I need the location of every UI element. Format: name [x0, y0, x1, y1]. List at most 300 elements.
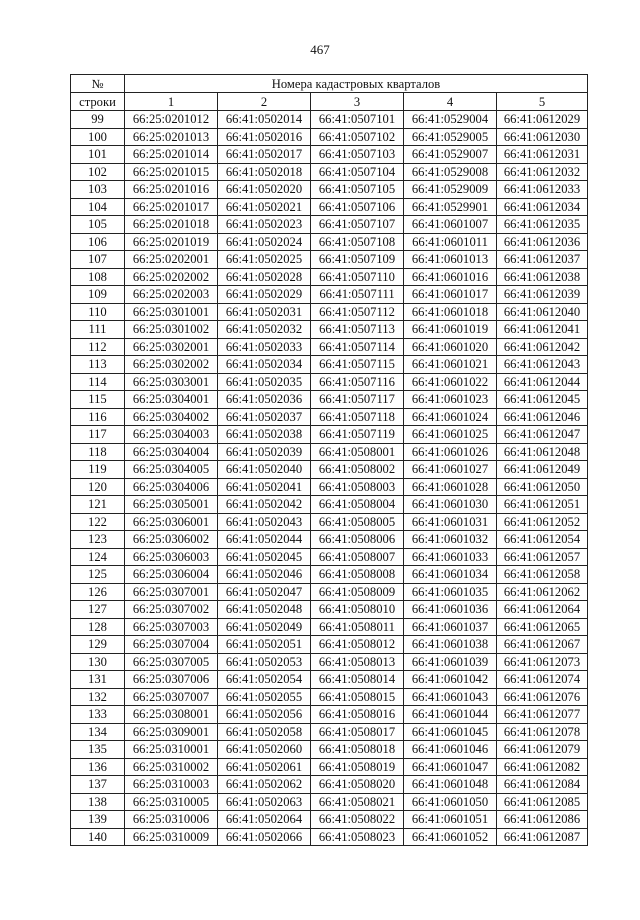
cadastral-number-cell: 66:25:0304003 [125, 426, 218, 444]
cadastral-number-cell: 66:25:0201012 [125, 111, 218, 129]
table-row [71, 478, 588, 496]
cadastral-number-cell: 66:41:0502049 [218, 618, 311, 636]
cadastral-number-cell: 66:25:0302001 [125, 338, 218, 356]
table-header [71, 75, 588, 111]
cadastral-number-cell: 66:41:0507106 [311, 198, 404, 216]
cadastral-number-cell: 66:41:0502024 [218, 233, 311, 251]
table-row [71, 286, 588, 304]
table-row [71, 461, 588, 479]
cadastral-number-cell: 66:25:0310006 [125, 811, 218, 829]
cadastral-number-cell: 66:41:0601020 [404, 338, 497, 356]
column-header-5: 5 [497, 93, 588, 111]
cadastral-number-cell: 66:41:0529005 [404, 128, 497, 146]
row-number-cell: 112 [71, 338, 125, 356]
cadastral-number-cell: 66:25:0201014 [125, 146, 218, 164]
cadastral-number-cell: 66:41:0612029 [497, 111, 588, 129]
column-header-2: 2 [218, 93, 311, 111]
cadastral-number-cell: 66:41:0508012 [311, 636, 404, 654]
table-body [71, 111, 588, 846]
cadastral-number-cell: 66:41:0601017 [404, 286, 497, 304]
cadastral-number-cell: 66:41:0507101 [311, 111, 404, 129]
cadastral-number-cell: 66:41:0502014 [218, 111, 311, 129]
cadastral-number-cell: 66:25:0306004 [125, 566, 218, 584]
row-number-cell: 138 [71, 793, 125, 811]
cadastral-number-cell: 66:41:0601025 [404, 426, 497, 444]
cadastral-number-cell: 66:25:0201013 [125, 128, 218, 146]
cadastral-number-cell: 66:41:0612044 [497, 373, 588, 391]
table-row [71, 811, 588, 829]
cadastral-number-cell: 66:41:0601037 [404, 618, 497, 636]
row-number-cell: 140 [71, 828, 125, 846]
cadastral-number-cell: 66:41:0502032 [218, 321, 311, 339]
cadastral-number-cell: 66:41:0601048 [404, 776, 497, 794]
cadastral-number-cell: 66:41:0612049 [497, 461, 588, 479]
row-number-cell: 110 [71, 303, 125, 321]
cadastral-number-cell: 66:41:0507105 [311, 181, 404, 199]
cadastral-number-cell: 66:41:0612067 [497, 636, 588, 654]
cadastral-number-cell: 66:41:0612030 [497, 128, 588, 146]
cadastral-number-cell: 66:41:0508017 [311, 723, 404, 741]
column-header-4: 4 [404, 93, 497, 111]
cadastral-number-cell: 66:41:0612084 [497, 776, 588, 794]
cadastral-number-cell: 66:41:0612085 [497, 793, 588, 811]
cadastral-number-cell: 66:25:0201017 [125, 198, 218, 216]
cadastral-number-cell: 66:41:0507114 [311, 338, 404, 356]
cadastral-number-cell: 66:25:0307007 [125, 688, 218, 706]
cadastral-number-cell: 66:41:0508014 [311, 671, 404, 689]
cadastral-number-cell: 66:41:0612043 [497, 356, 588, 374]
table-row [71, 496, 588, 514]
cadastral-number-cell: 66:25:0307002 [125, 601, 218, 619]
cadastral-number-cell: 66:41:0507109 [311, 251, 404, 269]
cadastral-number-cell: 66:41:0507115 [311, 356, 404, 374]
row-number-cell: 109 [71, 286, 125, 304]
cadastral-number-cell: 66:25:0302002 [125, 356, 218, 374]
cadastral-number-cell: 66:41:0612047 [497, 426, 588, 444]
table-row [71, 128, 588, 146]
cadastral-number-cell: 66:41:0612082 [497, 758, 588, 776]
row-number-cell: 133 [71, 706, 125, 724]
cadastral-number-cell: 66:25:0201019 [125, 233, 218, 251]
row-number-cell: 125 [71, 566, 125, 584]
cadastral-number-cell: 66:41:0502062 [218, 776, 311, 794]
table-row [71, 653, 588, 671]
cadastral-number-cell: 66:41:0612038 [497, 268, 588, 286]
row-number-cell: 102 [71, 163, 125, 181]
cadastral-number-cell: 66:25:0310009 [125, 828, 218, 846]
table-row [71, 531, 588, 549]
row-number-cell: 131 [71, 671, 125, 689]
cadastral-number-cell: 66:25:0201015 [125, 163, 218, 181]
cadastral-number-cell: 66:25:0309001 [125, 723, 218, 741]
row-number-cell: 103 [71, 181, 125, 199]
cadastral-number-cell: 66:41:0502053 [218, 653, 311, 671]
table-row [71, 513, 588, 531]
cadastral-number-cell: 66:25:0201016 [125, 181, 218, 199]
cadastral-number-cell: 66:41:0508011 [311, 618, 404, 636]
cadastral-number-cell: 66:41:0508003 [311, 478, 404, 496]
cadastral-number-cell: 66:41:0529007 [404, 146, 497, 164]
cadastral-number-cell: 66:25:0202002 [125, 268, 218, 286]
row-number-cell: 116 [71, 408, 125, 426]
cadastral-number-cell: 66:41:0601043 [404, 688, 497, 706]
cadastral-number-cell: 66:41:0601042 [404, 671, 497, 689]
table-row [71, 181, 588, 199]
row-number-cell: 130 [71, 653, 125, 671]
cadastral-number-cell: 66:41:0601047 [404, 758, 497, 776]
cadastral-number-cell: 66:25:0306001 [125, 513, 218, 531]
row-number-cell: 129 [71, 636, 125, 654]
header-number-sign: № [71, 75, 125, 93]
cadastral-number-cell: 66:41:0507108 [311, 233, 404, 251]
cadastral-number-cell: 66:41:0502038 [218, 426, 311, 444]
cadastral-number-cell: 66:41:0502066 [218, 828, 311, 846]
cadastral-number-cell: 66:41:0508020 [311, 776, 404, 794]
cadastral-number-cell: 66:41:0502039 [218, 443, 311, 461]
cadastral-number-cell: 66:25:0310005 [125, 793, 218, 811]
row-number-cell: 134 [71, 723, 125, 741]
cadastral-number-cell: 66:41:0529009 [404, 181, 497, 199]
cadastral-number-cell: 66:41:0502020 [218, 181, 311, 199]
header-row-label: строки [71, 93, 125, 111]
row-number-cell: 105 [71, 216, 125, 234]
cadastral-number-cell: 66:25:0310001 [125, 741, 218, 759]
cadastral-number-cell: 66:41:0507112 [311, 303, 404, 321]
cadastral-number-cell: 66:41:0508001 [311, 443, 404, 461]
cadastral-number-cell: 66:25:0202001 [125, 251, 218, 269]
cadastral-number-cell: 66:25:0307005 [125, 653, 218, 671]
cadastral-number-cell: 66:41:0601051 [404, 811, 497, 829]
cadastral-number-cell: 66:41:0502054 [218, 671, 311, 689]
cadastral-number-cell: 66:25:0308001 [125, 706, 218, 724]
table-row [71, 251, 588, 269]
cadastral-number-cell: 66:41:0601046 [404, 741, 497, 759]
table-row [71, 706, 588, 724]
cadastral-number-cell: 66:41:0601044 [404, 706, 497, 724]
cadastral-number-cell: 66:41:0612051 [497, 496, 588, 514]
cadastral-number-cell: 66:41:0601028 [404, 478, 497, 496]
cadastral-number-cell: 66:25:0305001 [125, 496, 218, 514]
cadastral-number-cell: 66:41:0612032 [497, 163, 588, 181]
header-group-title: Номера кадастровых кварталов [125, 75, 588, 93]
cadastral-number-cell: 66:41:0612079 [497, 741, 588, 759]
table-row [71, 618, 588, 636]
row-number-cell: 135 [71, 741, 125, 759]
row-number-cell: 120 [71, 478, 125, 496]
cadastral-number-cell: 66:41:0529004 [404, 111, 497, 129]
cadastral-number-cell: 66:41:0502029 [218, 286, 311, 304]
table-row [71, 321, 588, 339]
row-number-cell: 122 [71, 513, 125, 531]
row-number-cell: 132 [71, 688, 125, 706]
row-number-cell: 107 [71, 251, 125, 269]
cadastral-number-cell: 66:41:0502060 [218, 741, 311, 759]
cadastral-number-cell: 66:41:0502017 [218, 146, 311, 164]
cadastral-number-cell: 66:41:0507104 [311, 163, 404, 181]
cadastral-number-cell: 66:41:0502063 [218, 793, 311, 811]
row-number-cell: 136 [71, 758, 125, 776]
cadastral-number-cell: 66:25:0301002 [125, 321, 218, 339]
cadastral-number-cell: 66:41:0612077 [497, 706, 588, 724]
cadastral-number-cell: 66:41:0612057 [497, 548, 588, 566]
cadastral-number-cell: 66:41:0507103 [311, 146, 404, 164]
cadastral-number-cell: 66:41:0529901 [404, 198, 497, 216]
row-number-cell: 113 [71, 356, 125, 374]
row-number-cell: 100 [71, 128, 125, 146]
cadastral-number-cell: 66:41:0502042 [218, 496, 311, 514]
cadastral-number-cell: 66:41:0612037 [497, 251, 588, 269]
cadastral-number-cell: 66:41:0612036 [497, 233, 588, 251]
table-row [71, 356, 588, 374]
table-row [71, 636, 588, 654]
cadastral-number-cell: 66:41:0508016 [311, 706, 404, 724]
cadastral-number-cell: 66:41:0508008 [311, 566, 404, 584]
cadastral-number-cell: 66:41:0508015 [311, 688, 404, 706]
cadastral-number-cell: 66:41:0612078 [497, 723, 588, 741]
cadastral-number-cell: 66:41:0502037 [218, 408, 311, 426]
cadastral-number-cell: 66:41:0502034 [218, 356, 311, 374]
row-number-cell: 111 [71, 321, 125, 339]
cadastral-number-cell: 66:41:0612054 [497, 531, 588, 549]
cadastral-number-cell: 66:41:0502043 [218, 513, 311, 531]
cadastral-number-cell: 66:41:0601030 [404, 496, 497, 514]
table-row [71, 776, 588, 794]
cadastral-number-cell: 66:25:0202003 [125, 286, 218, 304]
table-row [71, 828, 588, 846]
cadastral-number-cell: 66:41:0601016 [404, 268, 497, 286]
cadastral-number-cell: 66:41:0601032 [404, 531, 497, 549]
cadastral-number-cell: 66:41:0502036 [218, 391, 311, 409]
cadastral-number-cell: 66:41:0502048 [218, 601, 311, 619]
cadastral-number-cell: 66:41:0601026 [404, 443, 497, 461]
cadastral-number-cell: 66:25:0310003 [125, 776, 218, 794]
table-row [71, 163, 588, 181]
table-row [71, 723, 588, 741]
cadastral-number-cell: 66:41:0508018 [311, 741, 404, 759]
cadastral-number-cell: 66:41:0612033 [497, 181, 588, 199]
cadastral-number-cell: 66:41:0612040 [497, 303, 588, 321]
table-row [71, 583, 588, 601]
row-number-cell: 118 [71, 443, 125, 461]
cadastral-number-cell: 66:41:0507117 [311, 391, 404, 409]
cadastral-number-cell: 66:41:0612034 [497, 198, 588, 216]
table-row [71, 111, 588, 129]
cadastral-number-cell: 66:41:0508009 [311, 583, 404, 601]
cadastral-number-cell: 66:41:0508002 [311, 461, 404, 479]
cadastral-number-cell: 66:41:0612087 [497, 828, 588, 846]
cadastral-number-cell: 66:41:0612074 [497, 671, 588, 689]
cadastral-number-cell: 66:41:0502016 [218, 128, 311, 146]
row-number-cell: 126 [71, 583, 125, 601]
cadastral-number-cell: 66:41:0502023 [218, 216, 311, 234]
row-number-cell: 115 [71, 391, 125, 409]
cadastral-number-cell: 66:41:0502045 [218, 548, 311, 566]
cadastral-number-cell: 66:41:0612065 [497, 618, 588, 636]
cadastral-number-cell: 66:41:0601050 [404, 793, 497, 811]
cadastral-number-cell: 66:25:0303001 [125, 373, 218, 391]
cadastral-number-cell: 66:41:0502033 [218, 338, 311, 356]
cadastral-number-cell: 66:41:0502055 [218, 688, 311, 706]
table-row [71, 548, 588, 566]
cadastral-number-cell: 66:25:0306002 [125, 531, 218, 549]
row-number-cell: 123 [71, 531, 125, 549]
cadastral-number-cell: 66:41:0502031 [218, 303, 311, 321]
cadastral-number-cell: 66:41:0612086 [497, 811, 588, 829]
cadastral-number-cell: 66:41:0612064 [497, 601, 588, 619]
row-number-cell: 127 [71, 601, 125, 619]
table-row [71, 741, 588, 759]
cadastral-number-cell: 66:41:0601031 [404, 513, 497, 531]
cadastral-number-cell: 66:41:0502044 [218, 531, 311, 549]
cadastral-number-cell: 66:41:0612041 [497, 321, 588, 339]
cadastral-number-cell: 66:25:0310002 [125, 758, 218, 776]
row-number-cell: 139 [71, 811, 125, 829]
cadastral-number-cell: 66:41:0601021 [404, 356, 497, 374]
cadastral-number-cell: 66:41:0508019 [311, 758, 404, 776]
cadastral-number-cell: 66:25:0304004 [125, 443, 218, 461]
cadastral-number-cell: 66:41:0601024 [404, 408, 497, 426]
cadastral-number-cell: 66:25:0307004 [125, 636, 218, 654]
table-row [71, 793, 588, 811]
cadastral-table [70, 74, 588, 846]
cadastral-number-cell: 66:41:0612050 [497, 478, 588, 496]
cadastral-number-cell: 66:41:0612042 [497, 338, 588, 356]
table-row [71, 373, 588, 391]
row-number-cell: 137 [71, 776, 125, 794]
table-row [71, 566, 588, 584]
cadastral-number-cell: 66:41:0601019 [404, 321, 497, 339]
cadastral-number-cell: 66:41:0502035 [218, 373, 311, 391]
cadastral-number-cell: 66:41:0502021 [218, 198, 311, 216]
cadastral-number-cell: 66:41:0529008 [404, 163, 497, 181]
cadastral-number-cell: 66:41:0508007 [311, 548, 404, 566]
cadastral-number-cell: 66:41:0507116 [311, 373, 404, 391]
row-number-cell: 119 [71, 461, 125, 479]
page-number: 467 [310, 42, 330, 57]
header-row-bottom [71, 93, 588, 111]
cadastral-number-cell: 66:41:0502018 [218, 163, 311, 181]
table-row [71, 671, 588, 689]
table-row [71, 233, 588, 251]
column-header-1: 1 [125, 93, 218, 111]
cadastral-number-cell: 66:41:0502051 [218, 636, 311, 654]
cadastral-number-cell: 66:41:0507110 [311, 268, 404, 286]
cadastral-number-cell: 66:41:0507119 [311, 426, 404, 444]
row-number-cell: 104 [71, 198, 125, 216]
cadastral-number-cell: 66:41:0502046 [218, 566, 311, 584]
cadastral-number-cell: 66:41:0507118 [311, 408, 404, 426]
column-header-3: 3 [311, 93, 404, 111]
cadastral-number-cell: 66:41:0502041 [218, 478, 311, 496]
cadastral-number-cell: 66:41:0612076 [497, 688, 588, 706]
cadastral-number-cell: 66:41:0502064 [218, 811, 311, 829]
cadastral-number-cell: 66:41:0601018 [404, 303, 497, 321]
cadastral-number-cell: 66:41:0601022 [404, 373, 497, 391]
cadastral-number-cell: 66:41:0508010 [311, 601, 404, 619]
cadastral-number-cell: 66:41:0507111 [311, 286, 404, 304]
cadastral-number-cell: 66:41:0502028 [218, 268, 311, 286]
cadastral-number-cell: 66:41:0502058 [218, 723, 311, 741]
row-number-cell: 124 [71, 548, 125, 566]
cadastral-number-cell: 66:41:0612062 [497, 583, 588, 601]
cadastral-number-cell: 66:41:0612039 [497, 286, 588, 304]
cadastral-number-cell: 66:41:0502040 [218, 461, 311, 479]
cadastral-number-cell: 66:41:0612045 [497, 391, 588, 409]
cadastral-number-cell: 66:41:0612073 [497, 653, 588, 671]
table-row [71, 758, 588, 776]
cadastral-number-cell: 66:41:0612058 [497, 566, 588, 584]
cadastral-number-cell: 66:41:0601013 [404, 251, 497, 269]
cadastral-number-cell: 66:41:0601036 [404, 601, 497, 619]
cadastral-number-cell: 66:41:0502056 [218, 706, 311, 724]
table-row [71, 338, 588, 356]
table-row [71, 303, 588, 321]
cadastral-number-cell: 66:25:0307006 [125, 671, 218, 689]
header-row-top [71, 75, 588, 93]
table-row [71, 216, 588, 234]
cadastral-number-cell: 66:41:0601045 [404, 723, 497, 741]
cadastral-number-cell: 66:41:0601034 [404, 566, 497, 584]
cadastral-number-cell: 66:41:0508013 [311, 653, 404, 671]
row-number-cell: 99 [71, 111, 125, 129]
table-row [71, 146, 588, 164]
cadastral-number-cell: 66:25:0304002 [125, 408, 218, 426]
cadastral-number-cell: 66:41:0601023 [404, 391, 497, 409]
cadastral-number-cell: 66:41:0601035 [404, 583, 497, 601]
row-number-cell: 128 [71, 618, 125, 636]
cadastral-number-cell: 66:25:0304005 [125, 461, 218, 479]
cadastral-number-cell: 66:25:0307001 [125, 583, 218, 601]
row-number-cell: 106 [71, 233, 125, 251]
table-row [71, 408, 588, 426]
cadastral-number-cell: 66:41:0612035 [497, 216, 588, 234]
cadastral-number-cell: 66:41:0507113 [311, 321, 404, 339]
table-row [71, 443, 588, 461]
cadastral-number-cell: 66:25:0304001 [125, 391, 218, 409]
cadastral-number-cell: 66:25:0304006 [125, 478, 218, 496]
cadastral-number-cell: 66:41:0508005 [311, 513, 404, 531]
row-number-cell: 114 [71, 373, 125, 391]
cadastral-number-cell: 66:25:0201018 [125, 216, 218, 234]
cadastral-number-cell: 66:41:0502047 [218, 583, 311, 601]
table-row [71, 391, 588, 409]
row-number-cell: 121 [71, 496, 125, 514]
cadastral-number-cell: 66:41:0601007 [404, 216, 497, 234]
cadastral-number-cell: 66:41:0601027 [404, 461, 497, 479]
cadastral-number-cell: 66:41:0601039 [404, 653, 497, 671]
cadastral-number-cell: 66:41:0508006 [311, 531, 404, 549]
table-row [71, 688, 588, 706]
cadastral-number-cell: 66:41:0601033 [404, 548, 497, 566]
cadastral-number-cell: 66:41:0508022 [311, 811, 404, 829]
cadastral-number-cell: 66:25:0307003 [125, 618, 218, 636]
cadastral-number-cell: 66:41:0612046 [497, 408, 588, 426]
cadastral-number-cell: 66:41:0507102 [311, 128, 404, 146]
cadastral-number-cell: 66:41:0612031 [497, 146, 588, 164]
cadastral-number-cell: 66:41:0601052 [404, 828, 497, 846]
cadastral-number-cell: 66:41:0508004 [311, 496, 404, 514]
cadastral-number-cell: 66:41:0502061 [218, 758, 311, 776]
cadastral-number-cell: 66:41:0601038 [404, 636, 497, 654]
cadastral-number-cell: 66:41:0508023 [311, 828, 404, 846]
table-row [71, 198, 588, 216]
row-number-cell: 108 [71, 268, 125, 286]
cadastral-number-cell: 66:41:0601011 [404, 233, 497, 251]
table-row [71, 268, 588, 286]
table-row [71, 426, 588, 444]
cadastral-number-cell: 66:25:0301001 [125, 303, 218, 321]
row-number-cell: 117 [71, 426, 125, 444]
